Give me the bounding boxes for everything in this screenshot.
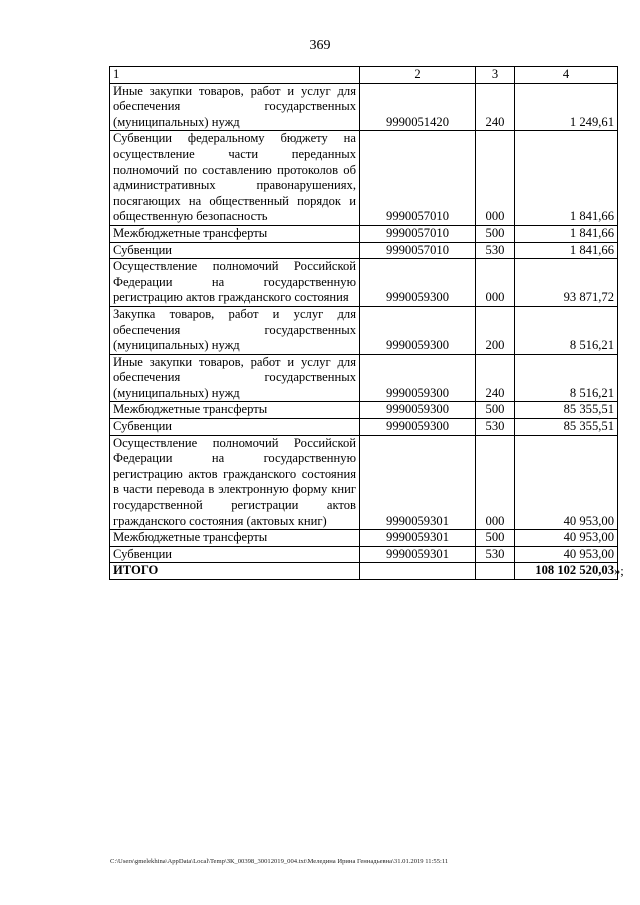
total-row — [110, 563, 618, 580]
row-code-cell: 9990059301 — [360, 546, 476, 563]
budget-table — [109, 66, 618, 580]
row-amount-cell: 40 953,00 — [515, 546, 618, 563]
row-name-cell: Межбюджетные трансферты — [110, 530, 360, 547]
table-row — [110, 83, 618, 131]
row-type-cell: 500 — [476, 225, 515, 242]
page-number: 369 — [309, 38, 331, 53]
row-type-cell: 500 — [476, 402, 515, 419]
row-type-cell: 000 — [476, 259, 515, 307]
row-name-cell: Межбюджетные трансферты — [110, 225, 360, 242]
row-type-cell: 240 — [476, 354, 515, 402]
row-amount-cell: 40 953,00 — [515, 530, 618, 547]
table-row — [110, 259, 618, 307]
header-col-2: 2 — [360, 67, 476, 84]
table-row — [110, 546, 618, 563]
table-row — [110, 530, 618, 547]
row-name-cell: Субвенции — [110, 546, 360, 563]
row-amount-cell: 1 841,66 — [515, 131, 618, 226]
row-amount-cell: 85 355,51 — [515, 402, 618, 419]
row-name-cell: Межбюджетные трансферты — [110, 402, 360, 419]
table-row — [110, 354, 618, 402]
table-row — [110, 306, 618, 354]
header-col-1: 1 — [110, 67, 360, 84]
row-code-cell: 9990059300 — [360, 306, 476, 354]
total-amount: 108 102 520,03 — [515, 563, 618, 580]
row-name-cell: Субвенции — [110, 419, 360, 436]
row-amount-cell: 93 871,72 — [515, 259, 618, 307]
row-code-cell: 9990059300 — [360, 354, 476, 402]
header-col-3: 3 — [476, 67, 515, 84]
header-col-4: 4 — [515, 67, 618, 84]
table-row — [110, 131, 618, 226]
total-empty-code — [360, 563, 476, 580]
row-type-cell: 200 — [476, 306, 515, 354]
row-code-cell: 9990051420 — [360, 83, 476, 131]
row-type-cell: 000 — [476, 131, 515, 226]
table-row — [110, 225, 618, 242]
row-name-cell: Иные закупки товаров, работ и услуг для обеспечения государственных (муниципальных) нужд — [110, 354, 360, 402]
row-amount-cell: 85 355,51 — [515, 419, 618, 436]
row-name-cell: Осуществление полномочий Российской Федерации на государственную регистрацию актов гражданского состояния — [110, 259, 360, 307]
row-amount-cell: 1 841,66 — [515, 225, 618, 242]
total-empty-type — [476, 563, 515, 580]
table-row — [110, 242, 618, 259]
row-code-cell: 9990057010 — [360, 131, 476, 226]
row-type-cell: 500 — [476, 530, 515, 547]
row-code-cell: 9990057010 — [360, 242, 476, 259]
table-header-row — [110, 67, 618, 84]
row-amount-cell: 40 953,00 — [515, 435, 618, 530]
row-code-cell: 9990059300 — [360, 259, 476, 307]
row-type-cell: 530 — [476, 546, 515, 563]
table-row — [110, 419, 618, 436]
footer-file-path: C:\Users\gmelekhina\AppData\Local\Temp\ЗК_00398_30012019_004.txt\Меледина Ирина Геннадьевна\31.01.2019 11:55:11 — [110, 858, 449, 865]
row-code-cell: 9990059301 — [360, 435, 476, 530]
row-amount-cell: 8 516,21 — [515, 354, 618, 402]
table-row — [110, 402, 618, 419]
row-type-cell: 240 — [476, 83, 515, 131]
row-name-cell: Осуществление полномочий Российской Федерации на государственную регистрацию актов гражданского состояния в части перевода в электронную форму книг государственной регистрации актов гражданского состояния (актовых книг) — [110, 435, 360, 530]
row-amount-cell: 1 249,61 — [515, 83, 618, 131]
row-type-cell: 000 — [476, 435, 515, 530]
row-name-cell: Иные закупки товаров, работ и услуг для обеспечения государственных (муниципальных) нужд — [110, 83, 360, 131]
row-type-cell: 530 — [476, 242, 515, 259]
row-amount-cell: 1 841,66 — [515, 242, 618, 259]
row-name-cell: Субвенции — [110, 242, 360, 259]
row-name-cell: Субвенции федеральному бюджету на осуществление части переданных полномочий по составлению протоколов об административных правонарушениях, посягающих на общественный порядок и общественную безопасность — [110, 131, 360, 226]
total-label: ИТОГО — [110, 563, 360, 580]
row-type-cell: 530 — [476, 419, 515, 436]
row-code-cell: 9990059300 — [360, 419, 476, 436]
row-amount-cell: 8 516,21 — [515, 306, 618, 354]
row-code-cell: 9990059301 — [360, 530, 476, 547]
row-code-cell: 9990059300 — [360, 402, 476, 419]
row-name-cell: Закупка товаров, работ и услуг для обеспечения государственных (муниципальных) нужд — [110, 306, 360, 354]
table-row — [110, 435, 618, 530]
row-code-cell: 9990057010 — [360, 225, 476, 242]
closing-quote-mark: »; — [614, 563, 624, 578]
